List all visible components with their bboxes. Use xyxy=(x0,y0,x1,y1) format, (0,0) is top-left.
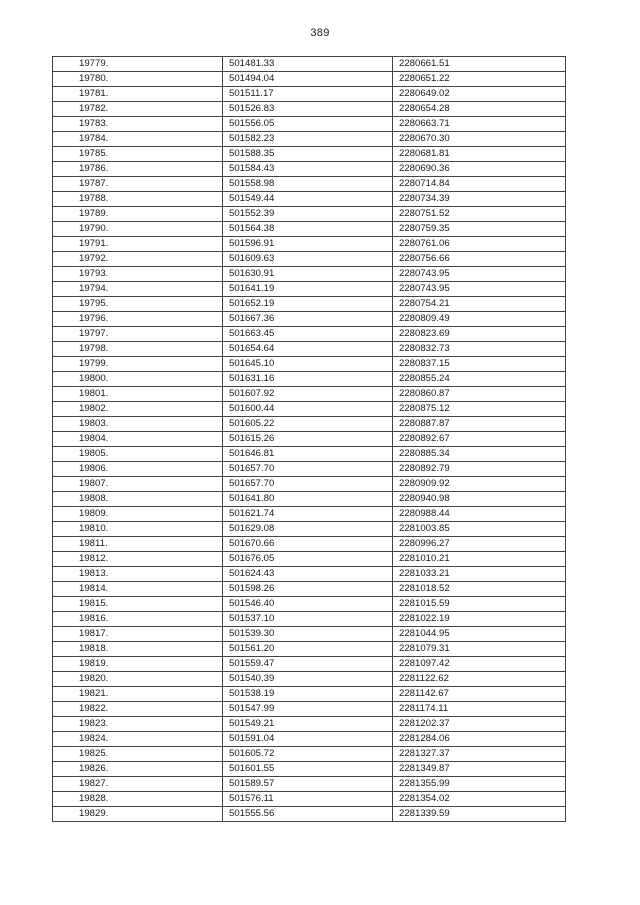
table-row xyxy=(53,312,566,327)
x-coordinate-cell: 501654.64 xyxy=(223,342,393,357)
x-coordinate-cell: 501641.80 xyxy=(223,492,393,507)
point-number-cell: 19825. xyxy=(53,747,223,762)
y-coordinate-cell: 2280734.39 xyxy=(393,192,566,207)
x-coordinate-cell: 501598.26 xyxy=(223,582,393,597)
point-number-cell: 19787. xyxy=(53,177,223,192)
y-coordinate-cell: 2280885.34 xyxy=(393,447,566,462)
point-number-cell: 19817. xyxy=(53,627,223,642)
table-row xyxy=(53,612,566,627)
table-row xyxy=(53,492,566,507)
table-row xyxy=(53,582,566,597)
x-coordinate-cell: 501652.19 xyxy=(223,297,393,312)
x-coordinate-cell: 501549.44 xyxy=(223,192,393,207)
y-coordinate-cell: 2281044.95 xyxy=(393,627,566,642)
table-row xyxy=(53,237,566,252)
table-row xyxy=(53,222,566,237)
y-coordinate-cell: 2281354.02 xyxy=(393,792,566,807)
x-coordinate-cell: 501538.19 xyxy=(223,687,393,702)
point-number-cell: 19797. xyxy=(53,327,223,342)
table-row xyxy=(53,732,566,747)
y-coordinate-cell: 2280714.84 xyxy=(393,177,566,192)
y-coordinate-cell: 2280670.30 xyxy=(393,132,566,147)
table-row xyxy=(53,267,566,282)
point-number-cell: 19813. xyxy=(53,567,223,582)
point-number-cell: 19806. xyxy=(53,462,223,477)
x-coordinate-cell: 501670.66 xyxy=(223,537,393,552)
x-coordinate-cell: 501576.11 xyxy=(223,792,393,807)
x-coordinate-cell: 501607.92 xyxy=(223,387,393,402)
y-coordinate-cell: 2281339.59 xyxy=(393,807,566,822)
coordinates-table xyxy=(52,56,566,822)
table-row xyxy=(53,162,566,177)
point-number-cell: 19804. xyxy=(53,432,223,447)
y-coordinate-cell: 2280988.44 xyxy=(393,507,566,522)
y-coordinate-cell: 2280887.87 xyxy=(393,417,566,432)
point-number-cell: 19801. xyxy=(53,387,223,402)
point-number-cell: 19826. xyxy=(53,762,223,777)
y-coordinate-cell: 2280751.52 xyxy=(393,207,566,222)
x-coordinate-cell: 501511.17 xyxy=(223,87,393,102)
point-number-cell: 19823. xyxy=(53,717,223,732)
x-coordinate-cell: 501546.40 xyxy=(223,597,393,612)
table-row xyxy=(53,282,566,297)
x-coordinate-cell: 501621.74 xyxy=(223,507,393,522)
table-row xyxy=(53,327,566,342)
point-number-cell: 19784. xyxy=(53,132,223,147)
y-coordinate-cell: 2281355.99 xyxy=(393,777,566,792)
point-number-cell: 19803. xyxy=(53,417,223,432)
y-coordinate-cell: 2280761.06 xyxy=(393,237,566,252)
point-number-cell: 19791. xyxy=(53,237,223,252)
y-coordinate-cell: 2280663.71 xyxy=(393,117,566,132)
x-coordinate-cell: 501564.38 xyxy=(223,222,393,237)
point-number-cell: 19781. xyxy=(53,87,223,102)
x-coordinate-cell: 501605.72 xyxy=(223,747,393,762)
table-row xyxy=(53,147,566,162)
x-coordinate-cell: 501552.39 xyxy=(223,207,393,222)
x-coordinate-cell: 501539.30 xyxy=(223,627,393,642)
point-number-cell: 19820. xyxy=(53,672,223,687)
point-number-cell: 19794. xyxy=(53,282,223,297)
y-coordinate-cell: 2280754.21 xyxy=(393,297,566,312)
table-row xyxy=(53,642,566,657)
y-coordinate-cell: 2280661.51 xyxy=(393,57,566,72)
y-coordinate-cell: 2280756.66 xyxy=(393,252,566,267)
y-coordinate-cell: 2280651.22 xyxy=(393,72,566,87)
x-coordinate-cell: 501667.36 xyxy=(223,312,393,327)
point-number-cell: 19811. xyxy=(53,537,223,552)
y-coordinate-cell: 2281015.59 xyxy=(393,597,566,612)
table-row xyxy=(53,192,566,207)
x-coordinate-cell: 501629.08 xyxy=(223,522,393,537)
x-coordinate-cell: 501561.20 xyxy=(223,642,393,657)
y-coordinate-cell: 2280996.27 xyxy=(393,537,566,552)
point-number-cell: 19807. xyxy=(53,477,223,492)
x-coordinate-cell: 501540.39 xyxy=(223,672,393,687)
point-number-cell: 19816. xyxy=(53,612,223,627)
y-coordinate-cell: 2281003.85 xyxy=(393,522,566,537)
x-coordinate-cell: 501596.91 xyxy=(223,237,393,252)
table-row xyxy=(53,387,566,402)
x-coordinate-cell: 501494.04 xyxy=(223,72,393,87)
x-coordinate-cell: 501547.99 xyxy=(223,702,393,717)
table-row xyxy=(53,777,566,792)
table-row xyxy=(53,87,566,102)
point-number-cell: 19824. xyxy=(53,732,223,747)
x-coordinate-cell: 501624.43 xyxy=(223,567,393,582)
x-coordinate-cell: 501588.35 xyxy=(223,147,393,162)
table-row xyxy=(53,597,566,612)
table-row xyxy=(53,117,566,132)
x-coordinate-cell: 501555.56 xyxy=(223,807,393,822)
y-coordinate-cell: 2281018.52 xyxy=(393,582,566,597)
x-coordinate-cell: 501663.45 xyxy=(223,327,393,342)
point-number-cell: 19792. xyxy=(53,252,223,267)
point-number-cell: 19793. xyxy=(53,267,223,282)
x-coordinate-cell: 501582.23 xyxy=(223,132,393,147)
y-coordinate-cell: 2281174.11 xyxy=(393,702,566,717)
table-row xyxy=(53,687,566,702)
point-number-cell: 19800. xyxy=(53,372,223,387)
point-number-cell: 19821. xyxy=(53,687,223,702)
table-row xyxy=(53,747,566,762)
table-row xyxy=(53,792,566,807)
y-coordinate-cell: 2280909.92 xyxy=(393,477,566,492)
table-row xyxy=(53,417,566,432)
table-row xyxy=(53,342,566,357)
y-coordinate-cell: 2280892.79 xyxy=(393,462,566,477)
x-coordinate-cell: 501559.47 xyxy=(223,657,393,672)
y-coordinate-cell: 2280654.28 xyxy=(393,102,566,117)
y-coordinate-cell: 2280743.95 xyxy=(393,282,566,297)
table-row xyxy=(53,552,566,567)
y-coordinate-cell: 2281010.21 xyxy=(393,552,566,567)
table-row xyxy=(53,57,566,72)
x-coordinate-cell: 501676.05 xyxy=(223,552,393,567)
table-row xyxy=(53,432,566,447)
point-number-cell: 19790. xyxy=(53,222,223,237)
point-number-cell: 19802. xyxy=(53,402,223,417)
table-row xyxy=(53,672,566,687)
point-number-cell: 19812. xyxy=(53,552,223,567)
y-coordinate-cell: 2280860.87 xyxy=(393,387,566,402)
point-number-cell: 19786. xyxy=(53,162,223,177)
y-coordinate-cell: 2280649.02 xyxy=(393,87,566,102)
x-coordinate-cell: 501584.43 xyxy=(223,162,393,177)
table-row xyxy=(53,807,566,822)
point-number-cell: 19829. xyxy=(53,807,223,822)
x-coordinate-cell: 501641.19 xyxy=(223,282,393,297)
table-row xyxy=(53,402,566,417)
x-coordinate-cell: 501657.70 xyxy=(223,477,393,492)
y-coordinate-cell: 2281284.06 xyxy=(393,732,566,747)
point-number-cell: 19799. xyxy=(53,357,223,372)
y-coordinate-cell: 2280875.12 xyxy=(393,402,566,417)
table-row xyxy=(53,102,566,117)
y-coordinate-cell: 2281122.62 xyxy=(393,672,566,687)
table-row xyxy=(53,447,566,462)
point-number-cell: 19779. xyxy=(53,57,223,72)
x-coordinate-cell: 501481.33 xyxy=(223,57,393,72)
table-row xyxy=(53,372,566,387)
point-number-cell: 19785. xyxy=(53,147,223,162)
y-coordinate-cell: 2281022.19 xyxy=(393,612,566,627)
table-row xyxy=(53,567,566,582)
coordinates-table-body xyxy=(53,57,566,822)
y-coordinate-cell: 2280743.95 xyxy=(393,267,566,282)
table-row xyxy=(53,627,566,642)
y-coordinate-cell: 2281079.31 xyxy=(393,642,566,657)
x-coordinate-cell: 501537.10 xyxy=(223,612,393,627)
y-coordinate-cell: 2280855.24 xyxy=(393,372,566,387)
table-row xyxy=(53,462,566,477)
point-number-cell: 19827. xyxy=(53,777,223,792)
table-row xyxy=(53,297,566,312)
table-row xyxy=(53,507,566,522)
y-coordinate-cell: 2280892.67 xyxy=(393,432,566,447)
y-coordinate-cell: 2280823.69 xyxy=(393,327,566,342)
point-number-cell: 19822. xyxy=(53,702,223,717)
point-number-cell: 19788. xyxy=(53,192,223,207)
y-coordinate-cell: 2281033.21 xyxy=(393,567,566,582)
y-coordinate-cell: 2280940.98 xyxy=(393,492,566,507)
point-number-cell: 19818. xyxy=(53,642,223,657)
point-number-cell: 19805. xyxy=(53,447,223,462)
table-row xyxy=(53,477,566,492)
table-row xyxy=(53,762,566,777)
table-row xyxy=(53,702,566,717)
table-row xyxy=(53,657,566,672)
x-coordinate-cell: 501601.55 xyxy=(223,762,393,777)
y-coordinate-cell: 2280832.73 xyxy=(393,342,566,357)
page-number: 389 xyxy=(310,27,330,39)
point-number-cell: 19798. xyxy=(53,342,223,357)
point-number-cell: 19819. xyxy=(53,657,223,672)
x-coordinate-cell: 501591.04 xyxy=(223,732,393,747)
point-number-cell: 19810. xyxy=(53,522,223,537)
table-row xyxy=(53,252,566,267)
x-coordinate-cell: 501605.22 xyxy=(223,417,393,432)
point-number-cell: 19828. xyxy=(53,792,223,807)
point-number-cell: 19782. xyxy=(53,102,223,117)
x-coordinate-cell: 501556.05 xyxy=(223,117,393,132)
y-coordinate-cell: 2280690.36 xyxy=(393,162,566,177)
y-coordinate-cell: 2280809.49 xyxy=(393,312,566,327)
table-row xyxy=(53,132,566,147)
y-coordinate-cell: 2281327.37 xyxy=(393,747,566,762)
point-number-cell: 19780. xyxy=(53,72,223,87)
point-number-cell: 19783. xyxy=(53,117,223,132)
y-coordinate-cell: 2281097.42 xyxy=(393,657,566,672)
point-number-cell: 19789. xyxy=(53,207,223,222)
x-coordinate-cell: 501589.57 xyxy=(223,777,393,792)
table-row xyxy=(53,522,566,537)
point-number-cell: 19809. xyxy=(53,507,223,522)
table-row xyxy=(53,177,566,192)
point-number-cell: 19796. xyxy=(53,312,223,327)
x-coordinate-cell: 501615.26 xyxy=(223,432,393,447)
x-coordinate-cell: 501609.63 xyxy=(223,252,393,267)
x-coordinate-cell: 501600.44 xyxy=(223,402,393,417)
x-coordinate-cell: 501630.91 xyxy=(223,267,393,282)
point-number-cell: 19815. xyxy=(53,597,223,612)
point-number-cell: 19814. xyxy=(53,582,223,597)
table-row xyxy=(53,207,566,222)
point-number-cell: 19795. xyxy=(53,297,223,312)
x-coordinate-cell: 501526.83 xyxy=(223,102,393,117)
x-coordinate-cell: 501558.98 xyxy=(223,177,393,192)
table-row xyxy=(53,72,566,87)
y-coordinate-cell: 2280759.35 xyxy=(393,222,566,237)
point-number-cell: 19808. xyxy=(53,492,223,507)
y-coordinate-cell: 2281349.87 xyxy=(393,762,566,777)
x-coordinate-cell: 501657.70 xyxy=(223,462,393,477)
table-row xyxy=(53,537,566,552)
x-coordinate-cell: 501645.10 xyxy=(223,357,393,372)
x-coordinate-cell: 501549.21 xyxy=(223,717,393,732)
x-coordinate-cell: 501631.16 xyxy=(223,372,393,387)
y-coordinate-cell: 2281202.37 xyxy=(393,717,566,732)
table-row xyxy=(53,357,566,372)
y-coordinate-cell: 2280837.15 xyxy=(393,357,566,372)
y-coordinate-cell: 2281142.67 xyxy=(393,687,566,702)
x-coordinate-cell: 501646.81 xyxy=(223,447,393,462)
y-coordinate-cell: 2280681.81 xyxy=(393,147,566,162)
table-row xyxy=(53,717,566,732)
